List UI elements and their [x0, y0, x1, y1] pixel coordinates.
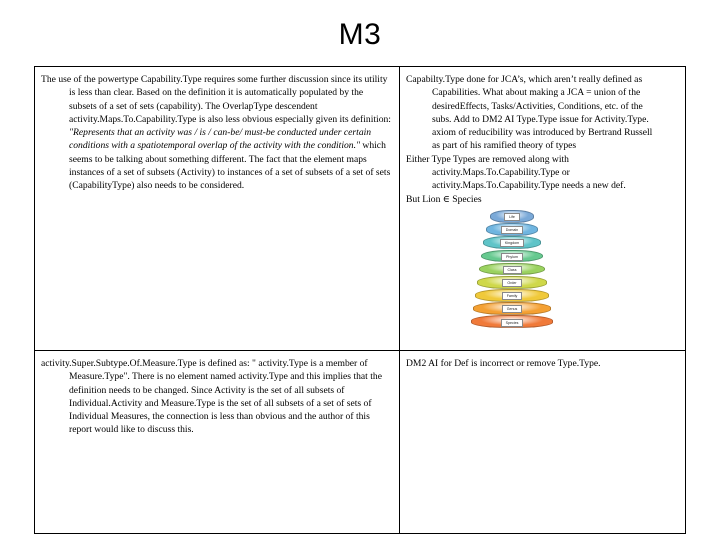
powertype-discussion: [41, 73, 393, 193]
pyramid-level-label: Species: [501, 319, 524, 327]
cell-top-right: [400, 67, 686, 351]
pyramid-level: [490, 210, 534, 223]
pyramid-level-label: Domain: [501, 226, 523, 234]
pyramid-level: [471, 315, 553, 328]
discussion-intro: The use of the powertype Capability.Type requires some further discussion since its utility is less than clear. Based on the definition it is automatically populated by the subsets of a set of sets (capability). The OverlapType descendent activity.Maps.To.Capability.Type is also less obvious especially given its definition:: [41, 74, 391, 125]
dm2-note: DM2 AI for Def is incorrect or remove Type.Type.: [406, 358, 601, 369]
note-line: axiom of reducibility was introduced by Bertrand Russell: [432, 127, 653, 139]
discussion-conclusion: which seems to be talking about something different. The fact that the element maps instances of a set of subsets (Activity) to instances of a set of subsets of a set of sets (CapabilityType) also needs to be considered.: [69, 140, 391, 192]
pyramid-level: [479, 263, 545, 276]
note-line: activity.Maps.To.Capability.Type or: [432, 167, 570, 179]
cell-bottom-right: [400, 351, 686, 534]
content-table: [34, 66, 686, 534]
note-line: activity.Maps.To.Capability.Type needs a new def.: [432, 180, 626, 192]
pyramid-level: [473, 302, 551, 315]
note-line: But Lion ∈ Species: [406, 193, 482, 205]
pyramid-level-label: Family: [502, 292, 523, 300]
pyramid-level-label: Phylum: [501, 253, 523, 261]
pyramid-level: [477, 276, 547, 289]
pyramid-level-label: Life: [504, 213, 520, 221]
pyramid-level: [475, 289, 549, 302]
pyramid-level-label: Order: [502, 279, 521, 287]
table-row: [35, 351, 686, 534]
pyramid-level-label: Genus: [502, 305, 523, 313]
note-line: desiredEffects, Tasks/Activities, Conditions, etc. of the: [432, 100, 643, 112]
table-row: [35, 67, 686, 351]
pyramid-level-label: Class: [503, 266, 522, 274]
pyramid-level: [483, 236, 541, 249]
pyramid-level-label: Kingdom: [500, 239, 524, 247]
note-line: as part of his ramified theory of types: [432, 140, 577, 152]
note-line: subs. Add to DM2 AI Type.Type issue for Activity.Type.: [432, 113, 649, 125]
cell-top-left: [35, 67, 400, 351]
supersubtype-discussion: activity.Super.Subtype.Of.Measure.Type is defined as: " activity.Type is a member of Measure.Type". There is no element named activity.Type and this implies that the definition needs to be changed. Since Activity is the set of all subsets of Individual.Activity and Measure.Type is the set of all subsets of a set of sets of Individual Measures, the connection is less than obvious and the author of this report would like to discuss this.: [41, 358, 382, 436]
slide-title: M3: [338, 18, 382, 51]
note-line: Capabilty.Type done for JCA’s, which aren’t really defined as: [406, 74, 643, 85]
pyramid-level: [481, 250, 543, 263]
note-line: Capabilities. What about making a JCA = union of the: [432, 87, 641, 99]
cell-bottom-left: [35, 351, 400, 534]
pyramid-level: [486, 223, 538, 236]
taxonomy-pyramid-image: [442, 210, 582, 329]
definition-quote: "Represents that an activity was / is / can-be/ must-be conducted under certain conditions with a spatiotemporal overlap of the activity with the condition.": [69, 127, 372, 152]
note-line: Either Type Types are removed along with: [406, 153, 569, 165]
